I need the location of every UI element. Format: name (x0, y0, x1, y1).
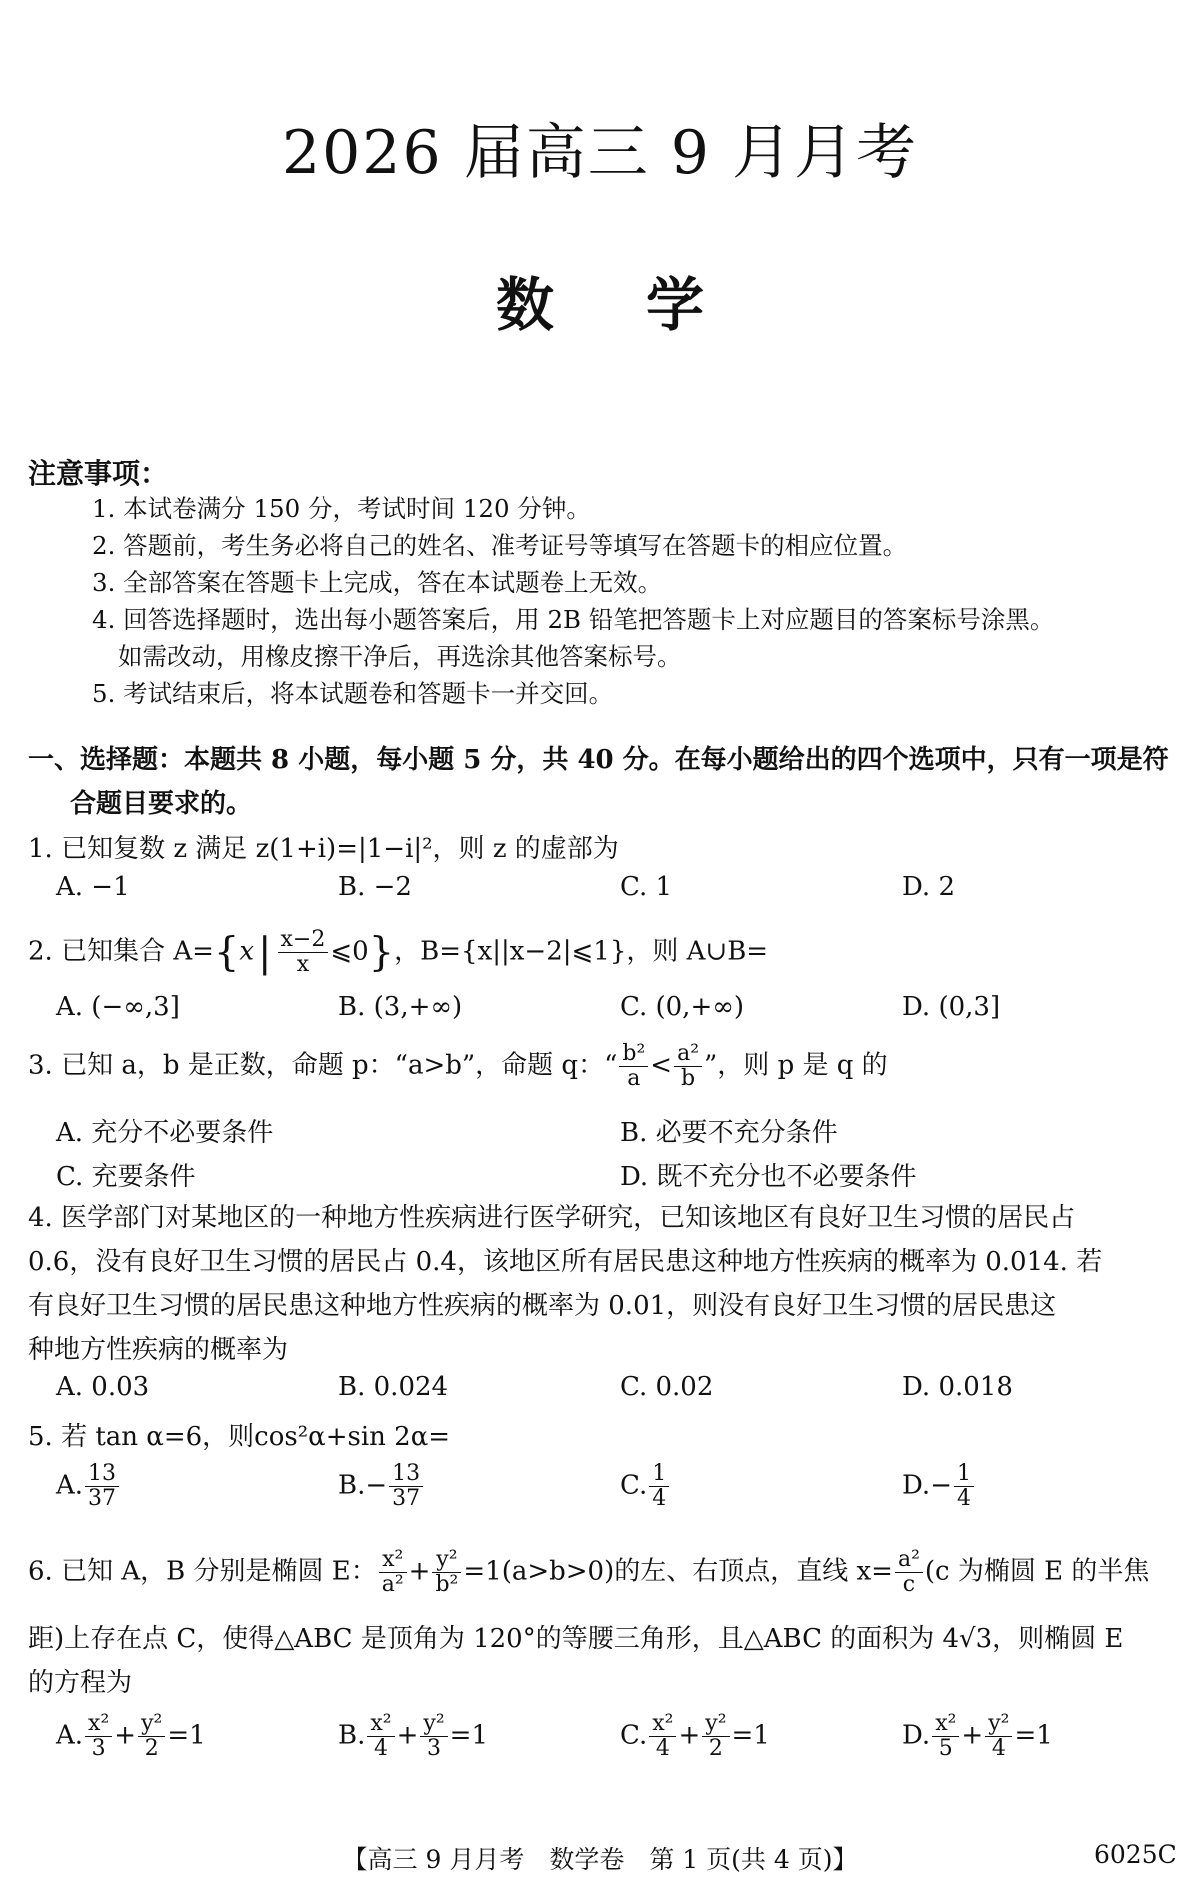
q6-c-xnum: x² (649, 1712, 676, 1737)
q2-option-d: D. (0,3] (902, 992, 1001, 1022)
q6-ef2-den: b² (435, 1572, 459, 1597)
question-6-stem (28, 1548, 1149, 1597)
q6-c-xden: 4 (655, 1736, 670, 1761)
q6-ef2-num: y² (432, 1548, 461, 1573)
q6-a-frac-x (85, 1712, 112, 1761)
q5-option-b (338, 1462, 425, 1511)
q2-post: ，B={x||x−2|⩽1}，则 A∪B= (394, 936, 769, 967)
q5-b-fraction (389, 1462, 423, 1511)
q5-d-label: D. (902, 1470, 931, 1501)
q3-f1-den: a (627, 1066, 641, 1091)
subject-title (0, 258, 1200, 342)
q3-lt: < (650, 1050, 673, 1081)
q4-option-d: D. 0.018 (902, 1372, 1013, 1402)
section-heading (28, 738, 1178, 826)
q2-frac-num: x−2 (278, 928, 329, 953)
q4-option-b: B. 0.024 (338, 1372, 449, 1402)
q5-d-den: 4 (956, 1486, 971, 1511)
q2-set-var: x (239, 936, 255, 967)
q1-option-a: A. −1 (56, 872, 130, 902)
q6-b-frac-y (420, 1712, 447, 1761)
subject-char-1: 数 (495, 271, 554, 339)
q6-c-ynum: y² (702, 1712, 729, 1737)
q4-line-2: 0.6，没有良好卫生习惯的居民占 0.4，该地区所有居民患这种地方性疾病的概率为 0.014. 若 (28, 1247, 1103, 1277)
q2-right-brace: } (368, 929, 395, 976)
q2-left-brace: { (213, 929, 240, 976)
q1-option-b: B. −2 (338, 872, 412, 902)
q5-a-num: 13 (85, 1462, 119, 1487)
q6-ef1-den: a² (381, 1572, 404, 1597)
q5-option-d (902, 1462, 976, 1511)
q6-option-c (620, 1712, 770, 1761)
paper-code: 6025C (1094, 1840, 1177, 1869)
q5-d-num: 1 (954, 1462, 974, 1487)
q5-option-c (620, 1462, 671, 1511)
q6-d-frac-x (932, 1712, 959, 1761)
q6-ef1-num: x² (379, 1548, 407, 1573)
q6-pre: 6. 已知 A，B 分别是椭圆 E： (28, 1556, 377, 1587)
q3-option-d: D. 既不充分也不必要条件 (620, 1162, 917, 1192)
q2-frac-den: x (296, 952, 310, 977)
q2-bar: | (258, 929, 272, 976)
question-5-stem: 5. 若 tan α=6，则cos²α+sin 2α= (28, 1422, 451, 1452)
q6-c-frac-y (702, 1712, 729, 1761)
q6-a-label: A. (56, 1720, 84, 1751)
q6-b-label: B. (338, 1720, 366, 1751)
question-1-stem: 1. 已知复数 z 满足 z(1+i)=|1−i|²，则 z 的虚部为 (28, 834, 619, 864)
q6-a-eq: =1 (167, 1720, 206, 1751)
q6-c-frac-x (649, 1712, 676, 1761)
q6-a-plus: + (114, 1720, 137, 1751)
q5-b-den: 37 (392, 1486, 421, 1511)
subject-char-2: 学 (646, 271, 705, 339)
q5-b-sign: − (365, 1470, 388, 1501)
q6-d-plus: + (961, 1720, 984, 1751)
q6-b-eq: =1 (449, 1720, 488, 1751)
q6-mid: =1(a>b>0)的左、右顶点，直线 x= (463, 1556, 893, 1587)
q4-line-1: 4. 医学部门对某地区的一种地方性疾病进行医学研究，已知该地区有良好卫生习惯的居民占 (28, 1203, 1076, 1233)
q4-line-3: 有良好卫生习惯的居民患这种地方性疾病的概率为 0.01，则没有良好卫生习惯的居民患这 (28, 1291, 1057, 1321)
q6-a-xden: 3 (91, 1736, 106, 1761)
q5-d-sign: − (930, 1470, 952, 1501)
q5-option-a (56, 1462, 121, 1511)
q5-a-fraction (85, 1462, 119, 1511)
q1-option-d: D. 2 (902, 872, 955, 902)
q6-ellipse-frac-y (432, 1548, 461, 1597)
q3-post: ”，则 p 是 q 的 (704, 1050, 888, 1081)
q3-fraction-2 (674, 1042, 702, 1091)
q6-line-3: 的方程为 (28, 1668, 133, 1698)
q6-plus: + (408, 1556, 431, 1587)
q2-fraction (278, 928, 329, 977)
q5-d-fraction (954, 1462, 974, 1511)
q3-option-c: C. 充要条件 (56, 1162, 196, 1192)
q3-f1-num: b² (619, 1042, 648, 1067)
q2-option-c: C. (0,+∞) (620, 992, 745, 1022)
question-4-stem (28, 1196, 1173, 1372)
q6-a-frac-y (138, 1712, 165, 1761)
q3-f2-den: b (681, 1066, 696, 1091)
q6-line-den: c (902, 1572, 916, 1597)
q6-a-xnum: x² (85, 1712, 112, 1737)
q6-ellipse-frac-x (379, 1548, 407, 1597)
question-2-stem (28, 928, 768, 977)
notice-item-4-cont: 如需改动，用橡皮擦干净后，再选涂其他答案标号。 (118, 642, 682, 671)
question-3-stem (28, 1042, 888, 1091)
q2-cond: ⩽0 (330, 936, 369, 967)
q6-c-plus: + (678, 1720, 701, 1751)
section-heading-line-1: 一、选择题：本题共 8 小题，每小题 5 分，共 40 分。在每小题给出的四个选项中，只有一项是符 (28, 745, 1169, 775)
notice-item-2: 2. 答题前，考生务必将自己的姓名、准考证号等填写在答题卡的相应位置。 (92, 531, 908, 560)
q6-option-b (338, 1712, 488, 1761)
q6-d-label: D. (902, 1720, 931, 1751)
q5-c-fraction (649, 1462, 669, 1511)
q2-pre: 2. 已知集合 A= (28, 936, 214, 967)
q6-c-label: C. (620, 1720, 648, 1751)
q6-d-eq: =1 (1014, 1720, 1053, 1751)
q6-option-a (56, 1712, 206, 1761)
q5-a-label: A. (56, 1470, 84, 1501)
q6-d-ynum: y² (985, 1712, 1012, 1737)
q6-b-frac-x (367, 1712, 394, 1761)
q6-line-num: a² (895, 1548, 923, 1573)
q4-option-c: C. 0.02 (620, 1372, 714, 1402)
q2-option-a: A. (−∞,3] (56, 992, 180, 1022)
q5-c-label: C. (620, 1470, 648, 1501)
q3-fraction-1 (619, 1042, 648, 1091)
notice-item-4: 4. 回答选择题时，选出每小题答案后，用 2B 铅笔把答题卡上对应题目的答案标号涂黑。 (92, 605, 1055, 634)
q6-d-yden: 4 (991, 1736, 1006, 1761)
q4-line-4: 种地方性疾病的概率为 (28, 1335, 289, 1365)
q6-c-eq: =1 (731, 1720, 770, 1751)
notice-heading: 注意事项： (28, 457, 169, 490)
q6-b-plus: + (396, 1720, 419, 1751)
q5-a-den: 37 (88, 1486, 117, 1511)
q3-option-b: B. 必要不充分条件 (620, 1118, 838, 1148)
q6-b-ynum: y² (420, 1712, 447, 1737)
q5-b-label: B. (338, 1470, 366, 1501)
notice-item-1: 1. 本试卷满分 150 分，考试时间 120 分钟。 (92, 494, 591, 523)
section-heading-line-2: 合题目要求的。 (70, 789, 253, 819)
q5-c-num: 1 (649, 1462, 669, 1487)
q6-d-xden: 5 (938, 1736, 953, 1761)
q6-b-xnum: x² (367, 1712, 394, 1737)
page-footer: 【高三 9 月月考 数学卷 第 1 页(共 4 页)】 (342, 1845, 858, 1874)
notice-item-5: 5. 考试结束后，将本试题卷和答题卡一并交回。 (92, 679, 614, 708)
q6-line-frac (895, 1548, 923, 1597)
q6-d-xnum: x² (932, 1712, 959, 1737)
notice-list (92, 490, 1182, 712)
q6-a-yden: 2 (144, 1736, 159, 1761)
q6-b-xden: 4 (373, 1736, 388, 1761)
q5-c-den: 4 (652, 1486, 667, 1511)
q6-b-yden: 3 (427, 1736, 442, 1761)
q3-f2-num: a² (674, 1042, 702, 1067)
q3-pre: 3. 已知 a，b 是正数，命题 p：“a>b”，命题 q：“ (28, 1050, 618, 1081)
q5-b-num: 13 (389, 1462, 423, 1487)
q1-option-c: C. 1 (620, 872, 673, 902)
q2-option-b: B. (3,+∞) (338, 992, 463, 1022)
q6-d-frac-y (985, 1712, 1012, 1761)
q3-option-a: A. 充分不必要条件 (56, 1118, 274, 1148)
q6-a-ynum: y² (138, 1712, 165, 1737)
exam-title: 2026 届高三 9 月月考 (281, 118, 919, 188)
notice-item-3: 3. 全部答案在答题卡上完成，答在本试题卷上无效。 (92, 568, 663, 597)
q6-post: (c 为椭圆 E 的半焦 (924, 1556, 1150, 1587)
q6-c-yden: 2 (708, 1736, 723, 1761)
q4-option-a: A. 0.03 (56, 1372, 150, 1402)
q6-line-2: 距)上存在点 C，使得△ABC 是顶角为 120°的等腰三角形，且△ABC 的面积为 4√3，则椭圆 E (28, 1624, 1124, 1654)
q6-option-d (902, 1712, 1053, 1761)
